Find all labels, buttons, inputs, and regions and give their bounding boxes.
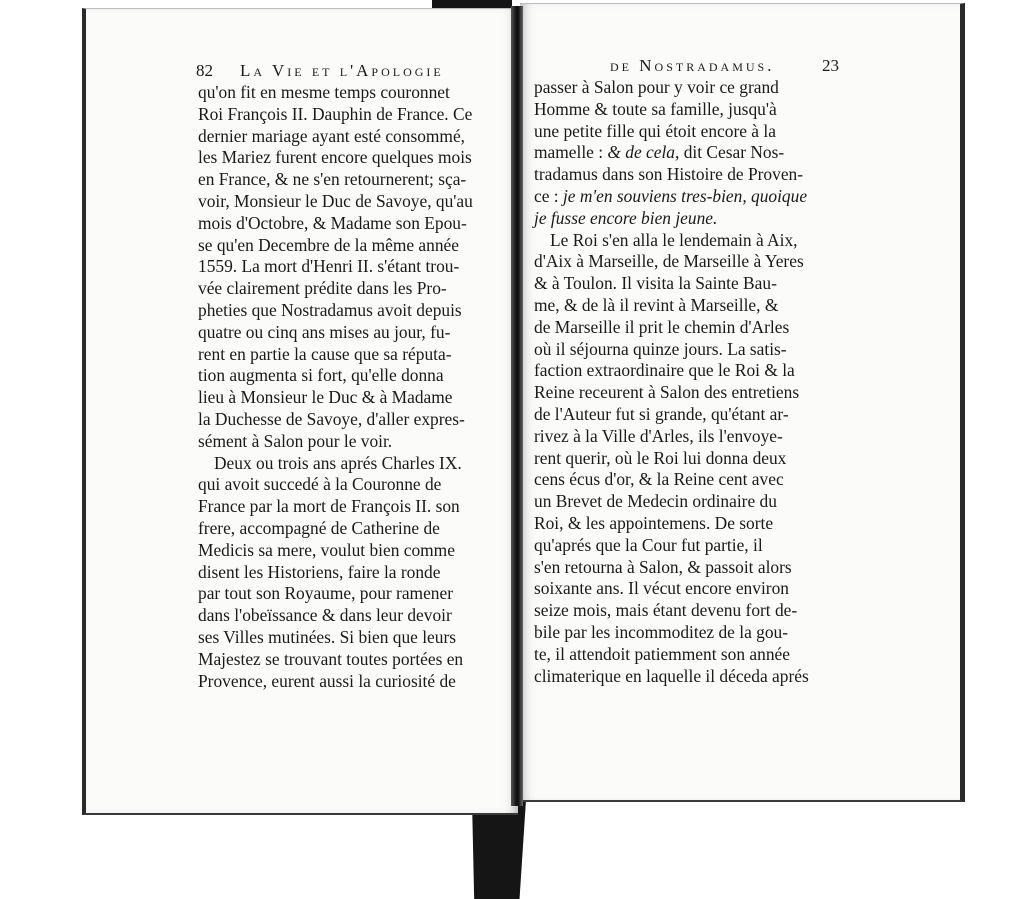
text-line: soixante ans. Il vécut encore environ <box>534 578 789 599</box>
left-text-column <box>198 82 514 692</box>
text-line: Provence, eurent aussi la curiosité de <box>198 670 456 691</box>
text-line: sément à Salon pour le voir. <box>198 430 393 451</box>
text-line: rent en partie la cause que sa réputa- <box>198 343 452 364</box>
text-line: Roi, & les appointemens. De sorte <box>534 512 774 533</box>
text-line: la Duchesse de Savoye, d'aller expres- <box>198 408 465 429</box>
text-line: Deux ou trois ans aprés Charles IX. <box>214 452 462 473</box>
text-line: de l'Auteur fut si grande, qu'étant ar- <box>534 403 789 424</box>
text-line: climaterique en laquelle il déceda aprés <box>534 665 809 686</box>
text-line: qu'on fit en mesme temps couronnet <box>198 82 450 102</box>
text-line: quatre ou cinq ans mises au jour, fu- <box>198 321 451 342</box>
left-running-head: La Vie et l'Apologie <box>240 61 444 80</box>
text-line: frere, accompagné de Catherine de <box>198 517 440 538</box>
text-line: où il séjourna quinze jours. La satis- <box>534 338 787 359</box>
text-line: tradamus dans son Histoire de Proven- <box>534 164 804 185</box>
text-line: en France, & ne s'en retournerent; sça- <box>198 169 467 190</box>
text-line: Medicis sa mere, voulut bien comme <box>198 539 455 560</box>
text-line: rent querir, où le Roi lui donna deux <box>534 447 787 468</box>
text-line: qui avoit succedé à la Couronne de <box>198 474 442 495</box>
text-line: d'Aix à Marseille, de Marseille à Yeres <box>534 251 804 272</box>
text-line: se qu'en Decembre de la même année <box>198 234 459 255</box>
text-line: Roi François II. Dauphin de France. Ce <box>198 103 473 124</box>
right-page-number: 23 <box>822 56 839 75</box>
text-line: 1559. La mort d'Henri II. s'étant trou- <box>198 256 460 277</box>
text-line: s'en retourna à Salon, & passoit alors <box>534 556 792 577</box>
text-line: Reine receurent à Salon des entretiens <box>534 382 800 403</box>
text-line: passer à Salon pour y voir ce grand <box>534 77 779 97</box>
right-text-column <box>534 77 856 687</box>
text-line: lieu à Monsieur le Duc & à Madame <box>198 387 453 408</box>
text-line: je fusse encore bien jeune. <box>534 207 718 228</box>
text-line: ce : je m'en souviens tres-bien, quoique <box>534 185 808 206</box>
text-line: Le Roi s'en alla le lendemain à Aix, <box>550 229 798 250</box>
text-line: ses Villes mutinées. Si bien que leurs <box>198 626 457 647</box>
text-line: qu'aprés que la Cour fut partie, il <box>534 534 763 555</box>
text-line: de Marseille il prit le chemin d'Arles <box>534 316 790 337</box>
text-line: pheties que Nostradamus avoit depuis <box>198 299 462 320</box>
text-line: France par la mort de François II. son <box>198 496 460 517</box>
text-line: cens écus d'or, & la Reine cent avec <box>534 469 784 490</box>
left-page-number: 82 <box>196 61 213 80</box>
text-line: Homme & toute sa famille, jusqu'à <box>534 98 777 119</box>
text-line: tion augmenta si fort, qu'elle donna <box>198 365 444 386</box>
text-line: par tout son Royaume, pour ramener <box>198 583 453 604</box>
right-running-head: de Nostradamus. <box>610 56 775 75</box>
text-line: Majestez se trouvant toutes portées en <box>198 648 464 669</box>
text-line: une petite fille qui étoit encore à la <box>534 120 776 141</box>
text-line: bile par les incommoditez de la gou- <box>534 621 789 642</box>
text-line: vée clairement prédite dans les Pro- <box>198 278 447 299</box>
text-line: un Brevet de Medecin ordinaire du <box>534 491 777 512</box>
text-line: les Mariez furent encore quelques mois <box>198 147 472 168</box>
text-line: seize mois, mais étant devenu fort de- <box>534 600 798 621</box>
text-line: dans l'obeïssance & dans leur devoir <box>198 605 452 626</box>
text-line: te, il attendoit patiemment son année <box>534 643 790 664</box>
text-line: & à Toulon. Il visita la Sainte Bau- <box>534 273 777 294</box>
text-line: disent les Historiens, faire la ronde <box>198 561 441 582</box>
text-line: rivez à la Ville d'Arles, ils l'envoye- <box>534 425 783 446</box>
text-line: me, & de là il revint à Marseille, & <box>534 294 779 315</box>
text-line: mois d'Octobre, & Madame son Epou- <box>198 212 467 233</box>
text-line: dernier mariage ayant esté consommé, <box>198 125 466 146</box>
text-line: faction extraordinaire que le Roi & la <box>534 360 795 381</box>
text-line: mamelle : & de cela, dit Cesar Nos- <box>534 142 785 163</box>
text-line: voir, Monsieur le Duc de Savoye, qu'au <box>198 190 473 211</box>
